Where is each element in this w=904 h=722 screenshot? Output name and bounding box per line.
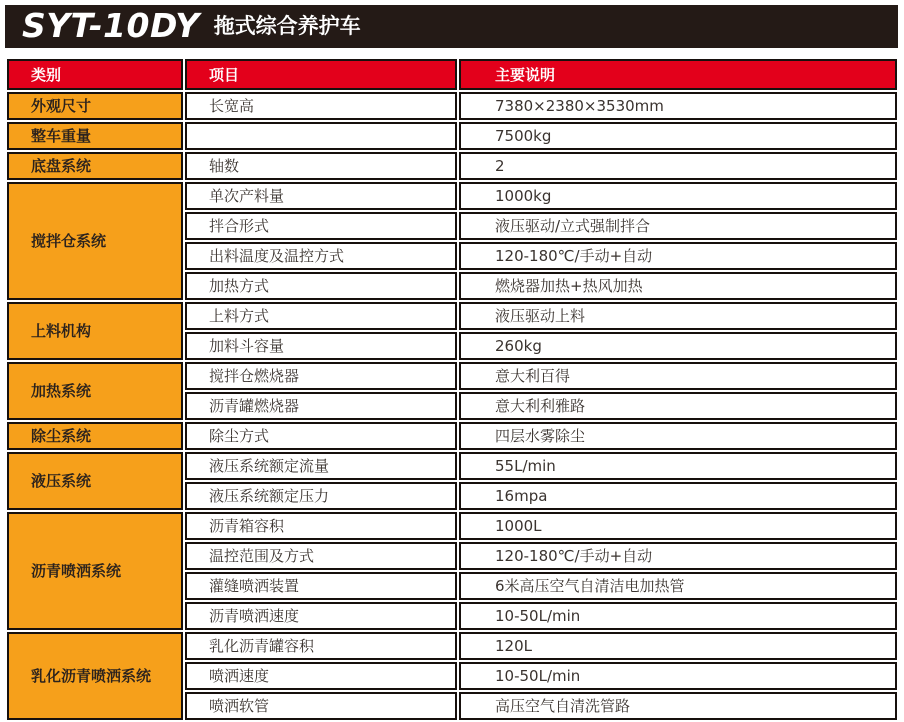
title-bar: [5, 5, 898, 48]
item-cell: 乳化沥青罐容积: [185, 632, 457, 660]
description-cell: 1000kg: [459, 182, 897, 210]
product-subtitle: 拖式综合养护车: [213, 14, 361, 38]
table-row: [7, 302, 897, 330]
spec-table-header: [7, 59, 897, 90]
category-cell: 液压系统: [7, 452, 183, 510]
header-row: [7, 59, 897, 90]
item-cell: 喷洒软管: [185, 692, 457, 720]
item-cell: 沥青喷洒速度: [185, 602, 457, 630]
description-cell: 7500kg: [459, 122, 897, 150]
item-cell: 液压系统额定压力: [185, 482, 457, 510]
spec-table-body: [7, 92, 897, 720]
item-cell: 加料斗容量: [185, 332, 457, 360]
table-row: [7, 122, 897, 150]
description-cell: 10-50L/min: [459, 602, 897, 630]
category-cell: 乳化沥青喷洒系统: [7, 632, 183, 720]
category-cell: 上料机构: [7, 302, 183, 360]
item-cell: 拌合形式: [185, 212, 457, 240]
product-model: SYT-10DY: [22, 6, 200, 45]
item-cell: 单次产料量: [185, 182, 457, 210]
item-cell: 搅拌仓燃烧器: [185, 362, 457, 390]
item-cell: 液压系统额定流量: [185, 452, 457, 480]
description-cell: 液压驱动上料: [459, 302, 897, 330]
item-cell: 长宽高: [185, 92, 457, 120]
description-cell: 燃烧器加热+热风加热: [459, 272, 897, 300]
description-cell: 高压空气自清洗管路: [459, 692, 897, 720]
column-header-description: 主要说明: [459, 59, 897, 90]
category-cell: 整车重量: [7, 122, 183, 150]
item-cell: 温控范围及方式: [185, 542, 457, 570]
item-cell: [185, 122, 457, 150]
table-row: [7, 362, 897, 390]
description-cell: 260kg: [459, 332, 897, 360]
description-cell: 意大利百得: [459, 362, 897, 390]
spec-table: [5, 57, 899, 722]
description-cell: 液压驱动/立式强制拌合: [459, 212, 897, 240]
item-cell: 轴数: [185, 152, 457, 180]
category-cell: 加热系统: [7, 362, 183, 420]
category-cell: 除尘系统: [7, 422, 183, 450]
description-cell: 意大利利雅路: [459, 392, 897, 420]
item-cell: 喷洒速度: [185, 662, 457, 690]
item-cell: 加热方式: [185, 272, 457, 300]
category-cell: 外观尺寸: [7, 92, 183, 120]
item-cell: 沥青罐燃烧器: [185, 392, 457, 420]
description-cell: 55L/min: [459, 452, 897, 480]
item-cell: 上料方式: [185, 302, 457, 330]
column-header-item: 项目: [185, 59, 457, 90]
description-cell: 10-50L/min: [459, 662, 897, 690]
table-row: [7, 422, 897, 450]
description-cell: 7380×2380×3530mm: [459, 92, 897, 120]
description-cell: 120-180℃/手动+自动: [459, 242, 897, 270]
table-row: [7, 152, 897, 180]
description-cell: 2: [459, 152, 897, 180]
item-cell: 灌缝喷洒装置: [185, 572, 457, 600]
category-cell: 搅拌仓系统: [7, 182, 183, 300]
item-cell: 除尘方式: [185, 422, 457, 450]
description-cell: 6米高压空气自清洁电加热管: [459, 572, 897, 600]
table-row: [7, 452, 897, 480]
description-cell: 四层水雾除尘: [459, 422, 897, 450]
description-cell: 16mpa: [459, 482, 897, 510]
item-cell: 出料温度及温控方式: [185, 242, 457, 270]
table-row: [7, 632, 897, 660]
item-cell: 沥青箱容积: [185, 512, 457, 540]
table-row: [7, 182, 897, 210]
table-row: [7, 92, 897, 120]
description-cell: 1000L: [459, 512, 897, 540]
table-row: [7, 512, 897, 540]
category-cell: 沥青喷洒系统: [7, 512, 183, 630]
category-cell: 底盘系统: [7, 152, 183, 180]
description-cell: 120L: [459, 632, 897, 660]
description-cell: 120-180℃/手动+自动: [459, 542, 897, 570]
column-header-category: 类别: [7, 59, 183, 90]
